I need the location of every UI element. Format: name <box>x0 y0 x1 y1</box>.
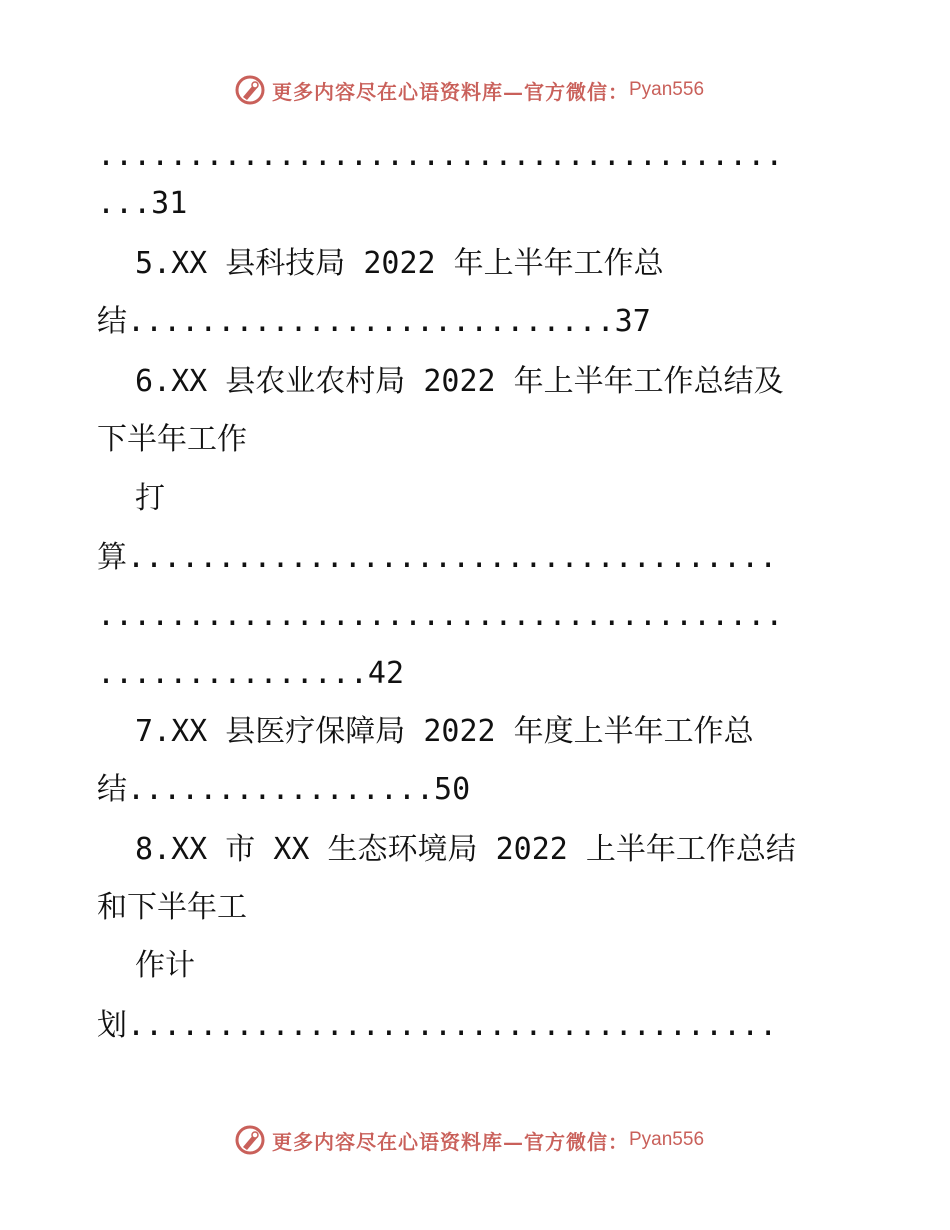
watermark-account: Pyan556 <box>629 79 705 100</box>
toc-entry-title: 5.XX 县科技局 2022 年上半年工作总 <box>135 246 664 281</box>
watermark-account: Pyan556 <box>629 1129 705 1150</box>
toc-entry-title: 8.XX 市 XX 生态环境局 2022 上半年工作总结 <box>135 832 796 867</box>
pen-seal-icon <box>234 1124 266 1156</box>
header-watermark <box>0 70 950 110</box>
pen-seal-icon <box>234 74 266 106</box>
toc-line: 划.................................... <box>97 1008 778 1043</box>
footer-watermark <box>0 1120 950 1160</box>
watermark-text: 更多内容尽在心语资料库—官方微信： <box>272 1129 629 1154</box>
toc-line: 算.................................... <box>97 540 778 575</box>
toc-line: 结.................50 <box>97 772 471 807</box>
toc-line: ...................................... <box>97 598 784 633</box>
toc-line: 作计 <box>135 948 195 983</box>
toc-line: 打 <box>135 481 165 516</box>
toc-line: 下半年工作 <box>97 422 247 457</box>
toc-entry-title: 6.XX 县农业农村局 2022 年上半年工作总结及 <box>135 364 784 399</box>
toc-line: ...31 <box>97 186 188 221</box>
toc-entry-title: 7.XX 县医疗保障局 2022 年度上半年工作总 <box>135 714 754 749</box>
toc-line: 和下半年工 <box>97 890 247 925</box>
watermark-text: 更多内容尽在心语资料库—官方微信： <box>272 79 629 104</box>
toc-line: 结...........................37 <box>97 304 651 339</box>
toc-line: ...............42 <box>97 656 405 691</box>
toc-line: ...................................... <box>97 138 784 173</box>
